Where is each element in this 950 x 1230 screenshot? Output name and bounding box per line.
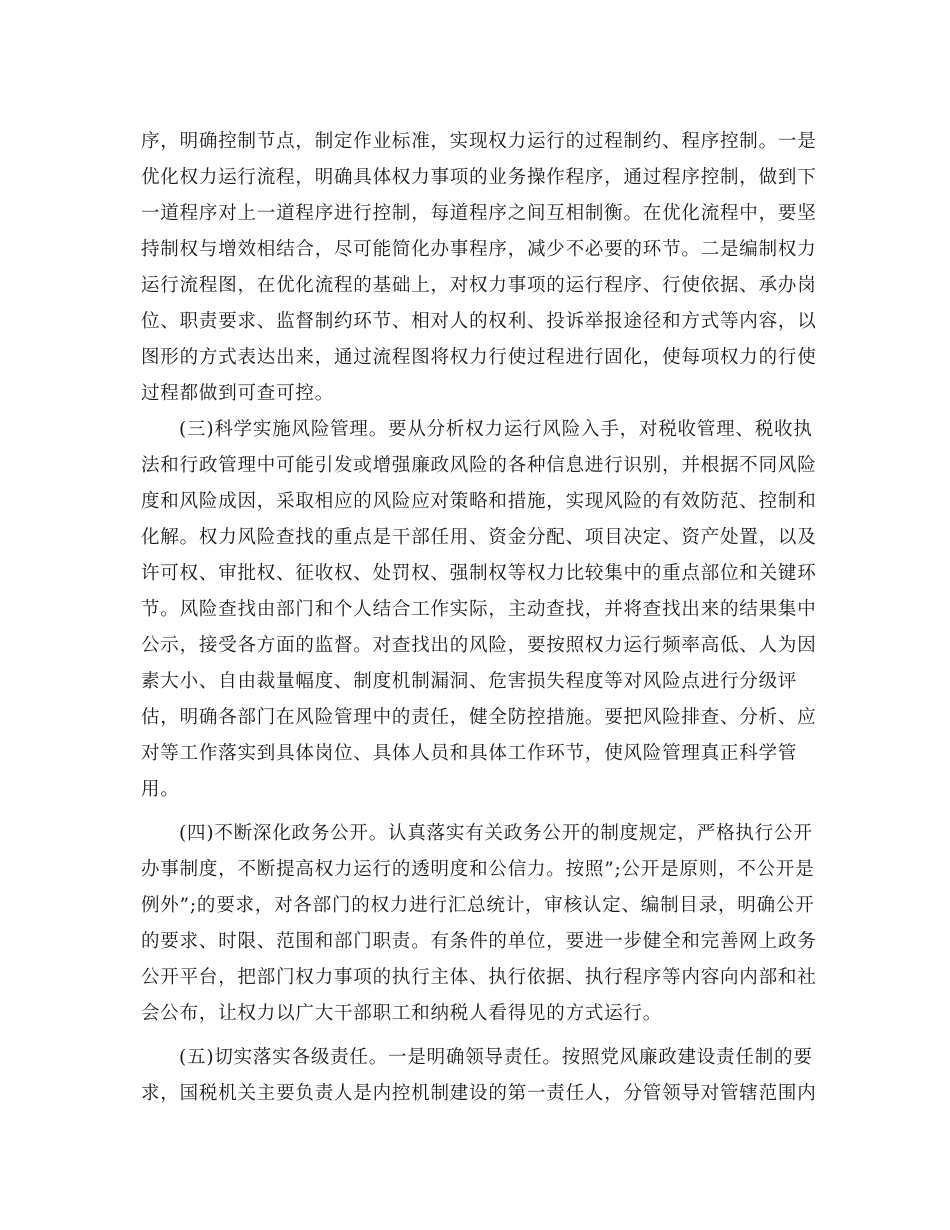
section-heading-line: (五)切实落实各级责任。一是明确领导责任。按照党风廉政建设责任制的要 bbox=[179, 1047, 813, 1068]
text-line: 化解。权力风险查找的重点是干部任用、资金分配、项目决定、资产处置，以及 bbox=[141, 527, 817, 548]
text-line: 会公布，让权力以广大干部职工和纳税人看得见的方式运行。 bbox=[141, 1003, 663, 1024]
text-line: 过程都做到可查可控。 bbox=[141, 383, 335, 404]
text-line: 对等工作落实到具体岗位、具体人员和具体工作环节，使风险管理真正科学管 bbox=[141, 743, 798, 764]
text-line: 公示，接受各方面的监督。对查找出的风险，要按照权力运行频率高低、人为因 bbox=[141, 635, 817, 656]
text-line: 用。 bbox=[141, 779, 180, 800]
text-line: 序，明确控制节点，制定作业标准，实现权力运行的过程制约、程序控制。一是 bbox=[141, 131, 817, 152]
text-line: 例外”;的要求，对各部门的权力进行汇总统计，审核认定、编制目录，明确公开 bbox=[141, 895, 815, 916]
text-line: 位、职责要求、监督制约环节、相对人的权利、投诉举报途径和方式等内容，以 bbox=[141, 311, 817, 332]
text-line: 图形的方式表达出来，通过流程图将权力行使过程进行固化，使每项权力的行使 bbox=[141, 347, 817, 368]
section-heading-line: (三)科学实施风险管理。要从分析权力运行风险入手，对税收管理、税收执 bbox=[179, 419, 813, 440]
section-heading-line: (四)不断深化政务公开。认真落实有关政务公开的制度规定，严格执行公开 bbox=[179, 823, 813, 844]
text-line: 度和风险成因，采取相应的风险应对策略和措施，实现风险的有效防范、控制和 bbox=[141, 491, 817, 512]
text-line: 节。风险查找由部门和个人结合工作实际，主动查找，并将查找出来的结果集中 bbox=[141, 599, 817, 620]
text-line: 持制权与增效相结合，尽可能简化办事程序，减少不必要的环节。二是编制权力 bbox=[141, 239, 817, 260]
text-line: 办事制度，不断提高权力运行的透明度和公信力。按照”;公开是原则，不公开是 bbox=[141, 859, 815, 880]
text-line: 优化权力运行流程，明确具体权力事项的业务操作程序，通过程序控制，做到下 bbox=[141, 167, 817, 188]
text-line: 许可权、审批权、征收权、处罚权、强制权等权力比较集中的重点部位和关键环 bbox=[141, 563, 817, 584]
text-line: 求，国税机关主要负责人是内控机制建设的第一责任人，分管领导对管辖范围内 bbox=[141, 1083, 817, 1104]
text-line: 法和行政管理中可能引发或增强廉政风险的各种信息进行识别，并根据不同风险 bbox=[141, 455, 817, 476]
text-line: 素大小、自由裁量幅度、制度机制漏洞、危害损失程度等对风险点进行分级评 bbox=[141, 671, 798, 692]
text-line: 估，明确各部门在风险管理中的责任，健全防控措施。要把风险排查、分析、应 bbox=[141, 707, 817, 728]
text-line: 的要求、时限、范围和部门职责。有条件的单位，要进一步健全和完善网上政务 bbox=[141, 931, 817, 952]
text-line: 公开平台，把部门权力事项的执行主体、执行依据、执行程序等内容向内部和社 bbox=[141, 967, 817, 988]
text-line: 运行流程图，在优化流程的基础上，对权力事项的运行程序、行使依据、承办岗 bbox=[141, 275, 817, 296]
text-line: 一道程序对上一道程序进行控制，每道程序之间互相制衡。在优化流程中，要坚 bbox=[141, 203, 817, 224]
